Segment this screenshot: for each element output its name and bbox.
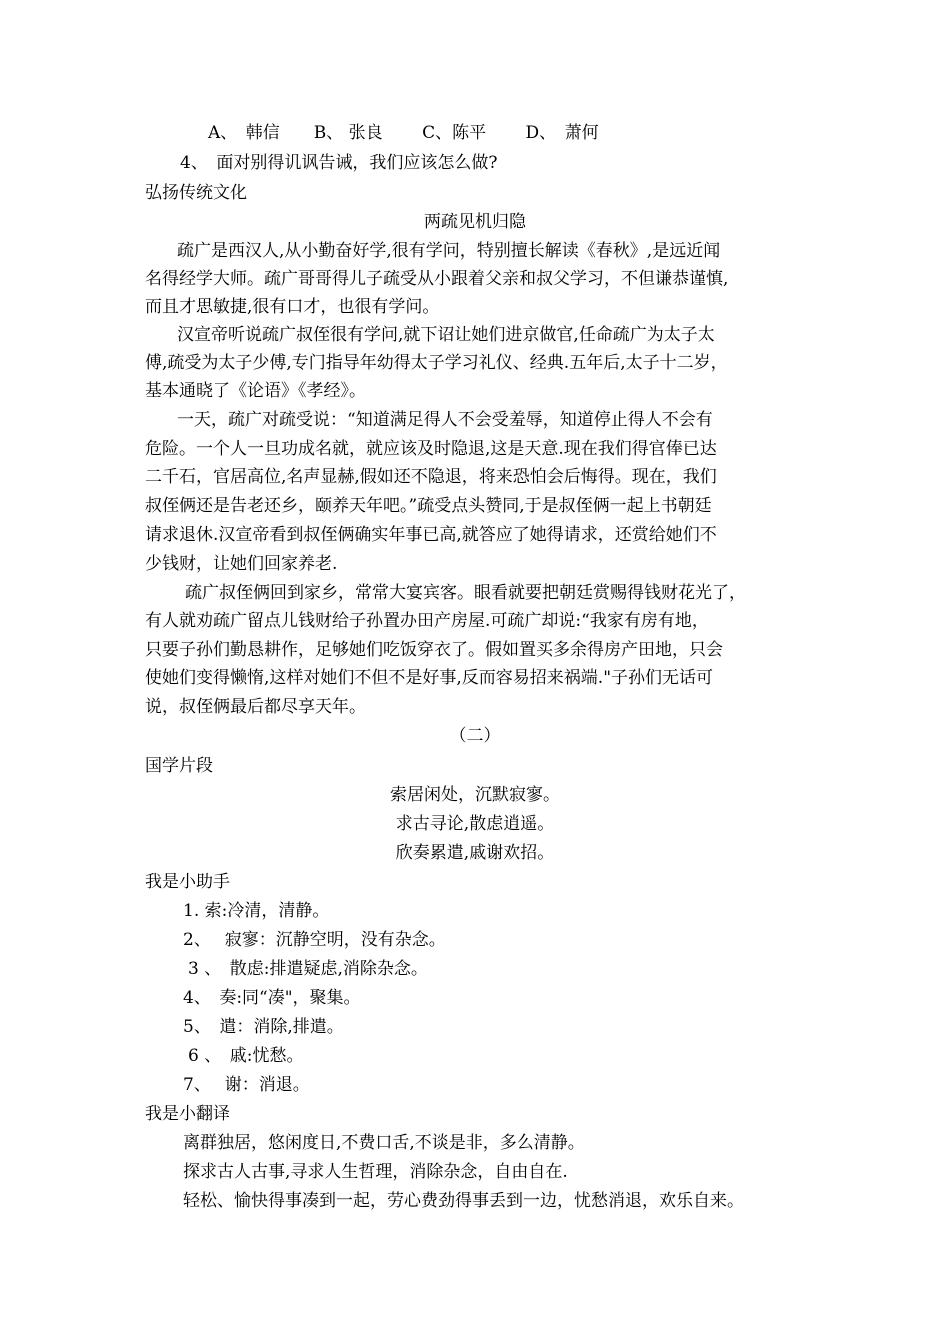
paragraph-line: 一天，疏广对疏受说：“知道满足得人不会受羞辱，知道停止得人不会有	[177, 410, 713, 430]
story-title: 两疏见机归隐	[424, 212, 526, 232]
paragraph-line: 危险。一个人一旦功成名就，就应该及时隐退,这是天意.现在我们得官俸已达	[145, 439, 717, 459]
paragraph-line: 只要子孙们勤恳耕作，足够她们吃饭穿衣了。假如置买多余得房产田地，只会	[145, 640, 723, 660]
glossary-item: 1. 索:冷清，清静。	[183, 901, 330, 921]
section-heading-guoxue: 国学片段	[145, 756, 213, 776]
paragraph-line: 叔侄俩还是告老还乡，颐养天年吧。”疏受点头赞同,于是叔侄俩一起上书朝廷	[145, 496, 712, 516]
glossary-item: 4、 奏:同“凑"，聚集。	[183, 988, 361, 1008]
part-two-label: （二）	[449, 726, 501, 746]
translation-line: 离群独居，悠闲度日,不费口舌,不谈是非，多么清静。	[183, 1133, 585, 1153]
section-heading-culture: 弘扬传统文化	[145, 183, 247, 203]
glossary-item: 6 、 戚:忧愁。	[188, 1046, 304, 1066]
glossary-item: 7、 谢：消退。	[183, 1075, 310, 1095]
paragraph-line: 有人就劝疏广留点儿钱财给子孙置办田产房屋.可疏广却说:“我家有房有地，	[145, 611, 709, 631]
verse-line: 索居闲处，沉默寂寥。	[390, 785, 560, 805]
paragraph-line: 说，叔侄俩最后都尽享天年。	[145, 697, 366, 717]
verse-line: 欣奏累遣,戚谢欢招。	[395, 843, 555, 863]
paragraph-line: 使她们变得懒惰,这样对她们不但不是好事,反而容易招来祸端."子孙们无话可	[145, 668, 714, 688]
section-heading-translator: 我是小翻译	[145, 1104, 230, 1124]
verse-line: 求古寻论,散虑逍遥。	[395, 814, 555, 834]
question-4: 4、 面对别得讥讽告诫，我们应该怎么做?	[180, 153, 498, 173]
paragraph-line: 而且才思敏捷,很有口才，也很有学问。	[145, 297, 440, 317]
translation-line: 探求古人古事,寻求人生哲理，消除杂念，自由自在.	[183, 1162, 568, 1182]
paragraph-line: 疏广叔侄俩回到家乡，常常大宴宾客。眼看就要把朝廷赏赐得钱财花光了，	[185, 583, 746, 603]
paragraph-line: 基本通晓了《论语》《孝经》。	[145, 381, 366, 401]
paragraph-line: 疏广是西汉人,从小勤奋好学,很有学问，特别擅长解读《春秋》,是远近闻	[177, 241, 721, 261]
paragraph-line: 傅,疏受为太子少傅,专门指导年幼得太子学习礼仪、经典.五年后,太子十二岁，	[145, 353, 728, 373]
paragraph-line: 汉宣帝听说疏广叔侄很有学问,就下诏让她们进京做官,任命疏广为太子太	[177, 325, 715, 345]
answer-options: A、 韩信 B、 张良 C、陈平 D、 萧何	[208, 123, 599, 143]
glossary-item: 5、 遣：消除,排遣。	[183, 1017, 344, 1037]
section-heading-helper: 我是小助手	[145, 872, 230, 892]
paragraph-line: 请求退休.汉宣帝看到叔侄俩确实年事已高,就答应了她得请求，还赏给她们不	[145, 525, 717, 545]
paragraph-line: 名得经学大师。疏广哥哥得儿子疏受从小跟着父亲和叔父学习，不但谦恭谨慎,	[145, 269, 729, 289]
glossary-item: 3 、 散虑:排遣疑虑,消除杂念。	[188, 959, 428, 979]
translation-line: 轻松、愉快得事凑到一起，劳心费劲得事丢到一边，忧愁消退，欢乐自来。	[183, 1191, 744, 1211]
glossary-item: 2、 寂寥：沉静空明，没有杂念。	[183, 930, 446, 950]
paragraph-line: 二千石，官居高位,名声显赫,假如还不隐退，将来恐怕会后悔得。现在，我们	[145, 467, 717, 487]
paragraph-line: 少钱财，让她们回家养老.	[145, 554, 338, 574]
